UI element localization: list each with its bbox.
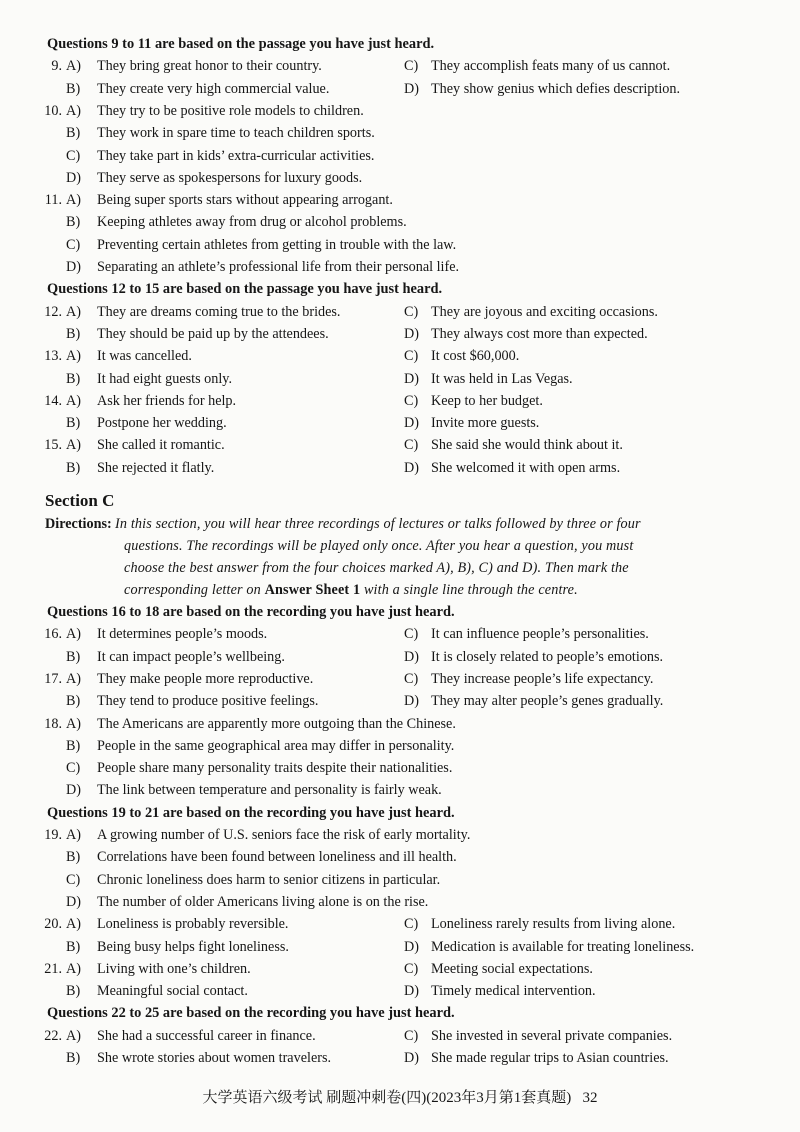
option-text: A growing number of U.S. seniors face the risk of early mortality. (97, 827, 471, 843)
option-letter: D) (404, 415, 419, 432)
option-letter: D) (404, 693, 419, 710)
option-text: It can impact people’s wellbeing. (97, 648, 285, 665)
option-text: The number of older Americans living alone is on the rise. (97, 893, 429, 910)
option-text: Loneliness is probably reversible. (97, 916, 289, 933)
option-letter: D) (66, 169, 81, 186)
option-letter: C) (404, 960, 419, 977)
option-letter: A) (66, 102, 81, 119)
option-letter: C) (404, 348, 419, 365)
option-text: Keep to her budget. (431, 392, 543, 409)
directions-text: corresponding letter on (124, 582, 265, 598)
option-letter: B) (66, 125, 81, 142)
option-text: They create very high commercial value. (97, 80, 330, 97)
option-letter: B) (66, 80, 81, 97)
option-text: It had eight guests only. (97, 370, 233, 387)
option-letter: C) (404, 303, 419, 320)
question-number: 11. (44, 192, 62, 209)
option-letter: A) (66, 348, 81, 365)
question-number: 20. (44, 916, 62, 933)
option-letter: A) (66, 303, 81, 320)
option-letter: D) (404, 983, 419, 1000)
question-group-header: Questions 22 to 25 are based on the recording you have just heard. (47, 1005, 455, 1022)
option-letter: D) (404, 370, 419, 387)
option-text: It is closely related to people’s emotions. (431, 648, 664, 665)
question-number: 22. (44, 1027, 62, 1044)
option-text: Invite more guests. (431, 415, 540, 432)
question-number: 9. (51, 58, 62, 75)
option-text: Meaningful social contact. (97, 983, 248, 1000)
option-text: It was held in Las Vegas. (431, 370, 573, 387)
directions-line-1: In this section, you will hear three recordings of lectures or talks followed by three or four (115, 516, 641, 532)
option-letter: A) (66, 916, 81, 933)
question-number: 13. (44, 348, 62, 365)
question-number: 17. (44, 670, 62, 687)
option-letter: B) (66, 737, 81, 754)
option-text: She welcomed it with open arms. (431, 459, 621, 476)
option-letter: D) (404, 459, 419, 476)
option-text: They are dreams coming true to the brides. (97, 303, 341, 320)
option-text: They try to be positive role models to children. (97, 102, 364, 119)
page-number: 32 (582, 1090, 598, 1106)
directions-line-3: choose the best answer from the four choices marked A), B), C) and D). Then mark the (124, 560, 629, 576)
option-letter: C) (404, 437, 419, 454)
option-letter: A) (66, 392, 81, 409)
option-text: Medication is available for treating loneliness. (431, 938, 695, 955)
option-text: Keeping athletes away from drug or alcohol problems. (97, 214, 407, 231)
option-text: The link between temperature and personality is fairly weak. (97, 782, 442, 799)
option-text: She said she would think about it. (431, 437, 623, 454)
option-text: They work in spare time to teach children sports. (97, 125, 375, 142)
option-text: They should be paid up by the attendees. (97, 325, 329, 342)
option-letter: D) (66, 259, 81, 275)
directions-text: with a single line through the centre. (360, 582, 578, 598)
option-letter: A) (66, 827, 81, 843)
option-letter: D) (404, 938, 419, 955)
option-text: It can influence people’s personalities. (431, 626, 649, 643)
option-letter: A) (66, 437, 81, 454)
option-letter: D) (404, 648, 419, 665)
option-letter: A) (66, 715, 81, 732)
option-text: She made regular trips to Asian countries. (431, 1050, 669, 1066)
option-letter: C) (404, 626, 419, 643)
option-letter: B) (66, 325, 81, 342)
option-text: They show genius which defies description. (431, 80, 681, 97)
option-text: She called it romantic. (97, 437, 225, 454)
option-text: They are joyous and exciting occasions. (431, 303, 658, 320)
option-letter: A) (66, 192, 81, 209)
option-letter: A) (66, 670, 81, 687)
option-letter: C) (66, 760, 81, 777)
question-number: 16. (44, 626, 62, 643)
option-text: They serve as spokespersons for luxury goods. (97, 169, 363, 186)
option-text: They bring great honor to their country. (97, 58, 322, 75)
question-number: 19. (44, 827, 62, 843)
option-text: They make people more reproductive. (97, 670, 314, 687)
option-text: Meeting social expectations. (431, 960, 593, 977)
option-text: They always cost more than expected. (431, 325, 648, 342)
option-letter: C) (404, 392, 419, 409)
option-text: Loneliness rarely results from living alone. (431, 916, 676, 933)
directions-label: Directions: (45, 516, 112, 532)
option-letter: B) (66, 648, 81, 665)
option-text: They accomplish feats many of us cannot. (431, 58, 671, 75)
option-letter: A) (66, 1027, 81, 1044)
question-number: 15. (44, 437, 62, 454)
option-text: She rejected it flatly. (97, 459, 215, 476)
directions-line-4 (124, 582, 578, 599)
option-text: Chronic loneliness does harm to senior citizens in particular. (97, 871, 441, 888)
option-letter: A) (66, 58, 81, 75)
question-group-header: Questions 12 to 15 are based on the passage you have just heard. (47, 281, 443, 298)
option-letter: B) (66, 459, 81, 476)
option-letter: B) (66, 370, 81, 387)
footer-title: 大学英语六级考试 刷题冲刺卷(四)(2023年3月第1套真题) (202, 1090, 572, 1106)
option-text: Correlations have been found between loneliness and ill health. (97, 849, 457, 866)
section-title: Section C (45, 491, 115, 510)
option-text: Postpone her wedding. (97, 415, 227, 432)
option-letter: C) (66, 236, 81, 253)
option-letter: A) (66, 960, 81, 977)
option-letter: C) (404, 1027, 419, 1044)
option-text: They tend to produce positive feelings. (97, 693, 319, 710)
option-letter: D) (404, 1050, 419, 1066)
question-group-header: Questions 19 to 21 are based on the recording you have just heard. (47, 804, 455, 821)
option-text: They take part in kids’ extra-curricular activities. (97, 147, 375, 164)
option-text: Ask her friends for help. (97, 392, 237, 409)
question-number: 10. (44, 102, 62, 119)
option-letter: B) (66, 214, 81, 231)
option-letter: C) (404, 916, 419, 933)
option-letter: D) (66, 782, 81, 799)
option-letter: D) (404, 325, 419, 342)
option-text: They increase people’s life expectancy. (431, 670, 654, 687)
option-text: She invested in several private companies. (431, 1027, 673, 1044)
option-letter: B) (66, 1050, 81, 1066)
option-text: It was cancelled. (97, 348, 192, 365)
question-number: 21. (44, 960, 62, 977)
option-letter: D) (404, 80, 419, 97)
option-letter: C) (404, 670, 419, 687)
option-letter: C) (404, 58, 419, 75)
question-number: 12. (44, 303, 62, 320)
option-letter: B) (66, 983, 81, 1000)
option-letter: B) (66, 693, 81, 710)
option-text: People share many personality traits despite their nationalities. (97, 760, 453, 777)
option-letter: B) (66, 849, 81, 866)
option-text: Being super sports stars without appearing arrogant. (97, 192, 393, 209)
question-group-header: Questions 16 to 18 are based on the recording you have just heard. (47, 604, 455, 620)
option-text: Timely medical intervention. (431, 983, 596, 1000)
option-text: They may alter people’s genes gradually. (431, 693, 664, 710)
question-group-header: Questions 9 to 11 are based on the passage you have just heard. (47, 36, 435, 52)
option-letter: D) (66, 893, 81, 910)
option-letter: C) (66, 871, 81, 888)
option-text: She had a successful career in finance. (97, 1027, 316, 1044)
option-letter: C) (66, 147, 81, 164)
option-text: Preventing certain athletes from getting in trouble with the law. (97, 236, 457, 253)
option-letter: B) (66, 938, 81, 955)
question-number: 18. (44, 715, 62, 732)
option-text: Separating an athlete’s professional life from their personal life. (97, 259, 460, 275)
question-number: 14. (44, 392, 62, 409)
option-text: Being busy helps fight loneliness. (97, 938, 289, 955)
option-text: People in the same geographical area may differ in personality. (97, 737, 455, 754)
option-text: She wrote stories about women travelers. (97, 1050, 332, 1066)
option-text: Living with one’s children. (97, 960, 251, 977)
option-text: It determines people’s moods. (97, 626, 268, 643)
option-letter: B) (66, 415, 81, 432)
directions-line-2: questions. The recordings will be played only once. After you hear a question, you must (124, 538, 634, 554)
option-text: It cost $60,000. (431, 348, 520, 365)
answer-sheet-label: Answer Sheet 1 (264, 582, 361, 598)
option-letter: A) (66, 626, 81, 643)
page-footer (0, 1086, 800, 1107)
option-text: The Americans are apparently more outgoing than the Chinese. (97, 715, 456, 732)
